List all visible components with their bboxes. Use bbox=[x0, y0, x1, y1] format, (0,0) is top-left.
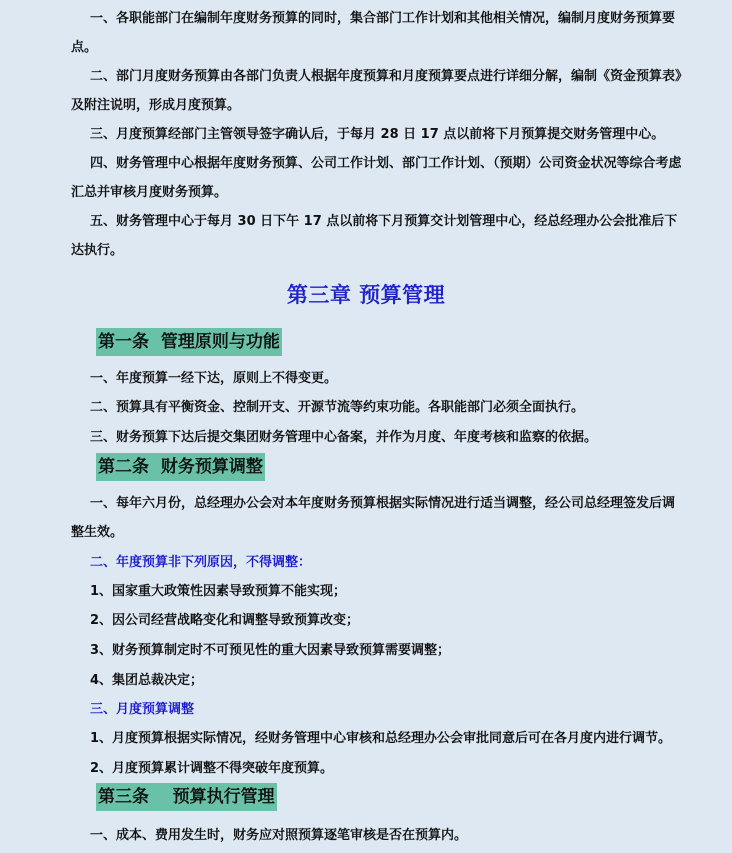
article-2-monthly-1: 1、月度预算根据实际情况，经财务管理中心审核和总经理办公会审批同意后可在各月度内进行调节。 bbox=[90, 731, 672, 746]
article-2-monthly-2: 2、月度预算累计调整不得突破年度预算。 bbox=[90, 761, 334, 776]
article-2-reason-1: 1、国家重大政策性因素导致预算不能实现； bbox=[90, 584, 347, 599]
article-2-sub-heading-2: 三、月度预算调整 bbox=[90, 702, 195, 717]
article-1-item-2: 二、预算具有平衡资金、控制开支、开源节流等约束功能。各职能部门必须全面执行。 bbox=[90, 400, 585, 415]
article-2-reason-2: 2、因公司经营战略变化和调整导致预算改变； bbox=[90, 613, 360, 628]
section-two-point-5: 五、财务管理中心于每月 30 日下午 17 点以前将下月预算交计划管理中心，经总经理办公会批准后下达执行。 bbox=[71, 214, 678, 258]
article-1-title: 第一条 管理原则与功能 bbox=[96, 328, 282, 356]
article-2-title: 第二条 财务预算调整 bbox=[96, 453, 265, 481]
article-3-item-1: 一、成本、费用发生时，财务应对照预算逐笔审核是否在预算内。 bbox=[90, 828, 468, 843]
chapter-title: 第三章 预算管理 bbox=[286, 283, 446, 307]
article-1-item-3: 三、财务预算下达后提交集团财务管理中心备案，并作为月度、年度考核和监察的依据。 bbox=[90, 430, 598, 445]
section-two-point-4: 四、财务管理中心根据年度财务预算、公司工作计划、部门工作计划、（预期）公司资金状况等综合考虑汇总并审核月度财务预算。 bbox=[71, 156, 682, 200]
section-two-point-2: 二、部门月度财务预算由各部门负责人根据年度预算和月度预算要点进行详细分解，编制《资金预算表》及附注说明，形成月度预算。 bbox=[71, 69, 682, 113]
article-2-reason-3: 3、财务预算制定时不可预见性的重大因素导致预算需要调整； bbox=[90, 643, 451, 658]
section-two-point-3: 三、月度预算经部门主管领导签字确认后，于每月 28 日 17 点以前将下月预算提交财务管理中心。 bbox=[90, 127, 665, 142]
article-2-intro: 一、每年六月份，总经理办公会对本年度财务预算根据实际情况进行适当调整，经公司总经理签发后调整生效。 bbox=[71, 496, 676, 540]
article-3-title: 第三条 预算执行管理 bbox=[96, 783, 277, 811]
article-1-item-1: 一、年度预算一经下达，原则上不得变更。 bbox=[90, 371, 338, 386]
article-2-reason-4: 4、集团总裁决定； bbox=[90, 673, 204, 688]
article-2-sub-heading-1: 二、年度预算非下列原因，不得调整： bbox=[90, 555, 312, 570]
section-two-point-1: 一、各职能部门在编制年度财务预算的同时，集合部门工作计划和其他相关情况，编制月度财务预算要点。 bbox=[71, 11, 676, 55]
